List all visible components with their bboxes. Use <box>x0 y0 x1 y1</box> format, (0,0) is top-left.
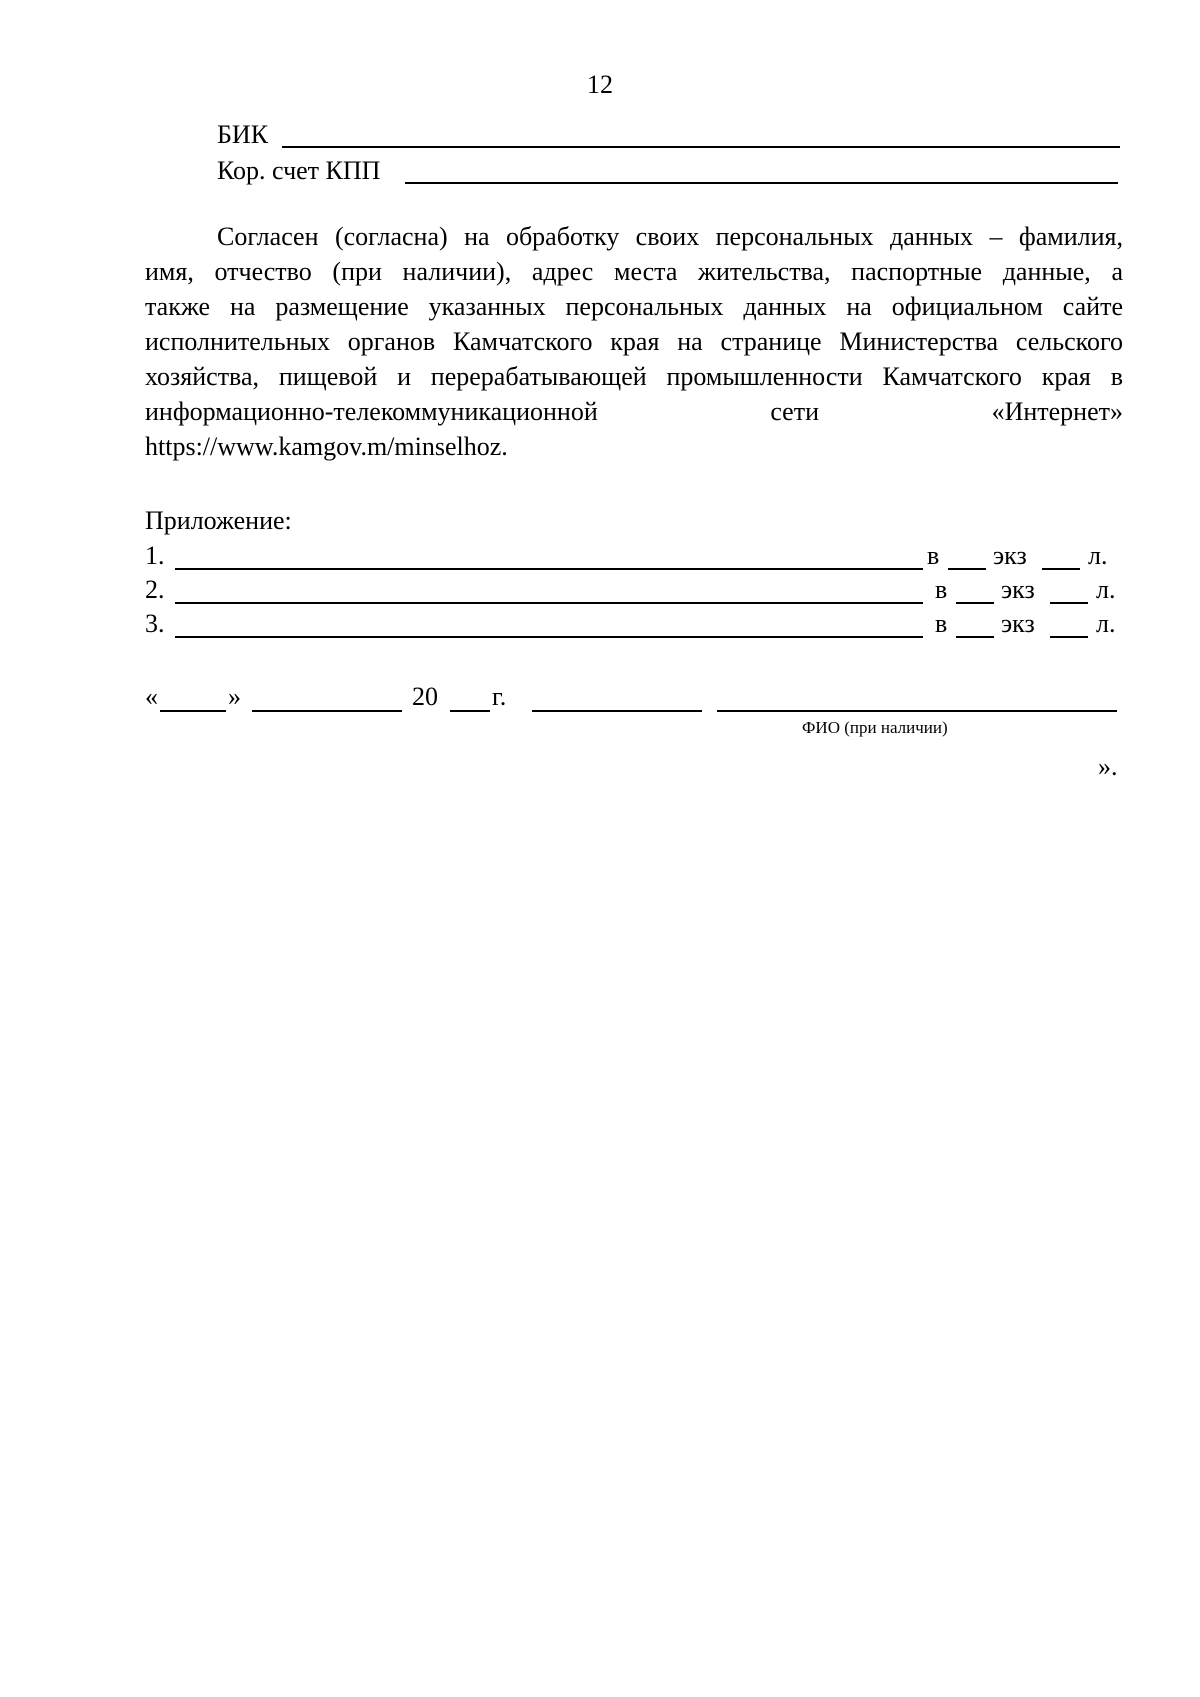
attachment-number: 3. <box>145 609 165 638</box>
attachment-l: л. <box>1096 609 1116 638</box>
date-close-quote: » <box>228 682 241 711</box>
attachment-sheets-line[interactable] <box>1050 636 1088 638</box>
attachments-title: Приложение: <box>145 506 292 535</box>
attachment-copies-line[interactable] <box>948 568 986 570</box>
attachment-l: л. <box>1096 575 1116 604</box>
date-year-suffix: г. <box>492 682 507 711</box>
date-year-prefix: 20 <box>412 682 438 711</box>
attachment-row <box>145 541 1125 573</box>
kor-schet-kpp-input-line[interactable] <box>405 182 1118 184</box>
date-month-line[interactable] <box>252 710 402 712</box>
attachment-row <box>145 575 1125 607</box>
date-day-line[interactable] <box>160 710 226 712</box>
fio-caption: ФИО (при наличии) <box>802 718 948 737</box>
attachment-v: в <box>935 575 948 604</box>
consent-line: хозяйства, пищевой и перерабатывающей промышленности Камчатского края в <box>145 362 1123 391</box>
fio-line[interactable] <box>717 710 1117 712</box>
attachment-v: в <box>927 541 940 570</box>
bik-label: БИК <box>217 120 269 149</box>
attachment-number: 2. <box>145 575 165 604</box>
attachment-row <box>145 609 1125 641</box>
attachment-copies-line[interactable] <box>956 602 994 604</box>
attachment-copies-line[interactable] <box>956 636 994 638</box>
consent-line: Согласен (согласна) на обработку своих персональных данных – фамилия, <box>217 222 1123 251</box>
closing-quote: ». <box>1098 752 1118 781</box>
attachment-ekz: экз <box>1001 609 1035 638</box>
attachment-ekz: экз <box>993 541 1027 570</box>
attachment-name-line[interactable] <box>175 636 923 638</box>
attachment-name-line[interactable] <box>175 602 923 604</box>
bik-input-line[interactable] <box>282 146 1120 148</box>
date-year-line[interactable] <box>450 710 490 712</box>
kor-schet-kpp-label: Кор. счет КПП <box>217 156 381 185</box>
consent-paragraph <box>145 219 1123 464</box>
attachment-number: 1. <box>145 541 165 570</box>
attachment-name-line[interactable] <box>175 568 923 570</box>
consent-line: имя, отчество (при наличии), адрес места жительства, паспортные данные, а <box>145 257 1123 286</box>
attachment-sheets-line[interactable] <box>1042 568 1080 570</box>
attachment-v: в <box>935 609 948 638</box>
consent-line: исполнительных органов Камчатского края на странице Министерства сельского <box>145 327 1123 356</box>
date-open-quote: « <box>145 682 158 711</box>
signature-line[interactable] <box>532 710 702 712</box>
page-number: 12 <box>587 70 613 99</box>
attachment-ekz: экз <box>1001 575 1035 604</box>
consent-line: информационно-телекоммуникационной сети «Интернет» <box>145 397 1123 426</box>
attachment-l: л. <box>1088 541 1108 570</box>
consent-url: https://www.kamgov.m/minselhoz. <box>145 432 508 461</box>
attachment-sheets-line[interactable] <box>1050 602 1088 604</box>
consent-line: также на размещение указанных персональных данных на официальном сайте <box>145 292 1123 321</box>
